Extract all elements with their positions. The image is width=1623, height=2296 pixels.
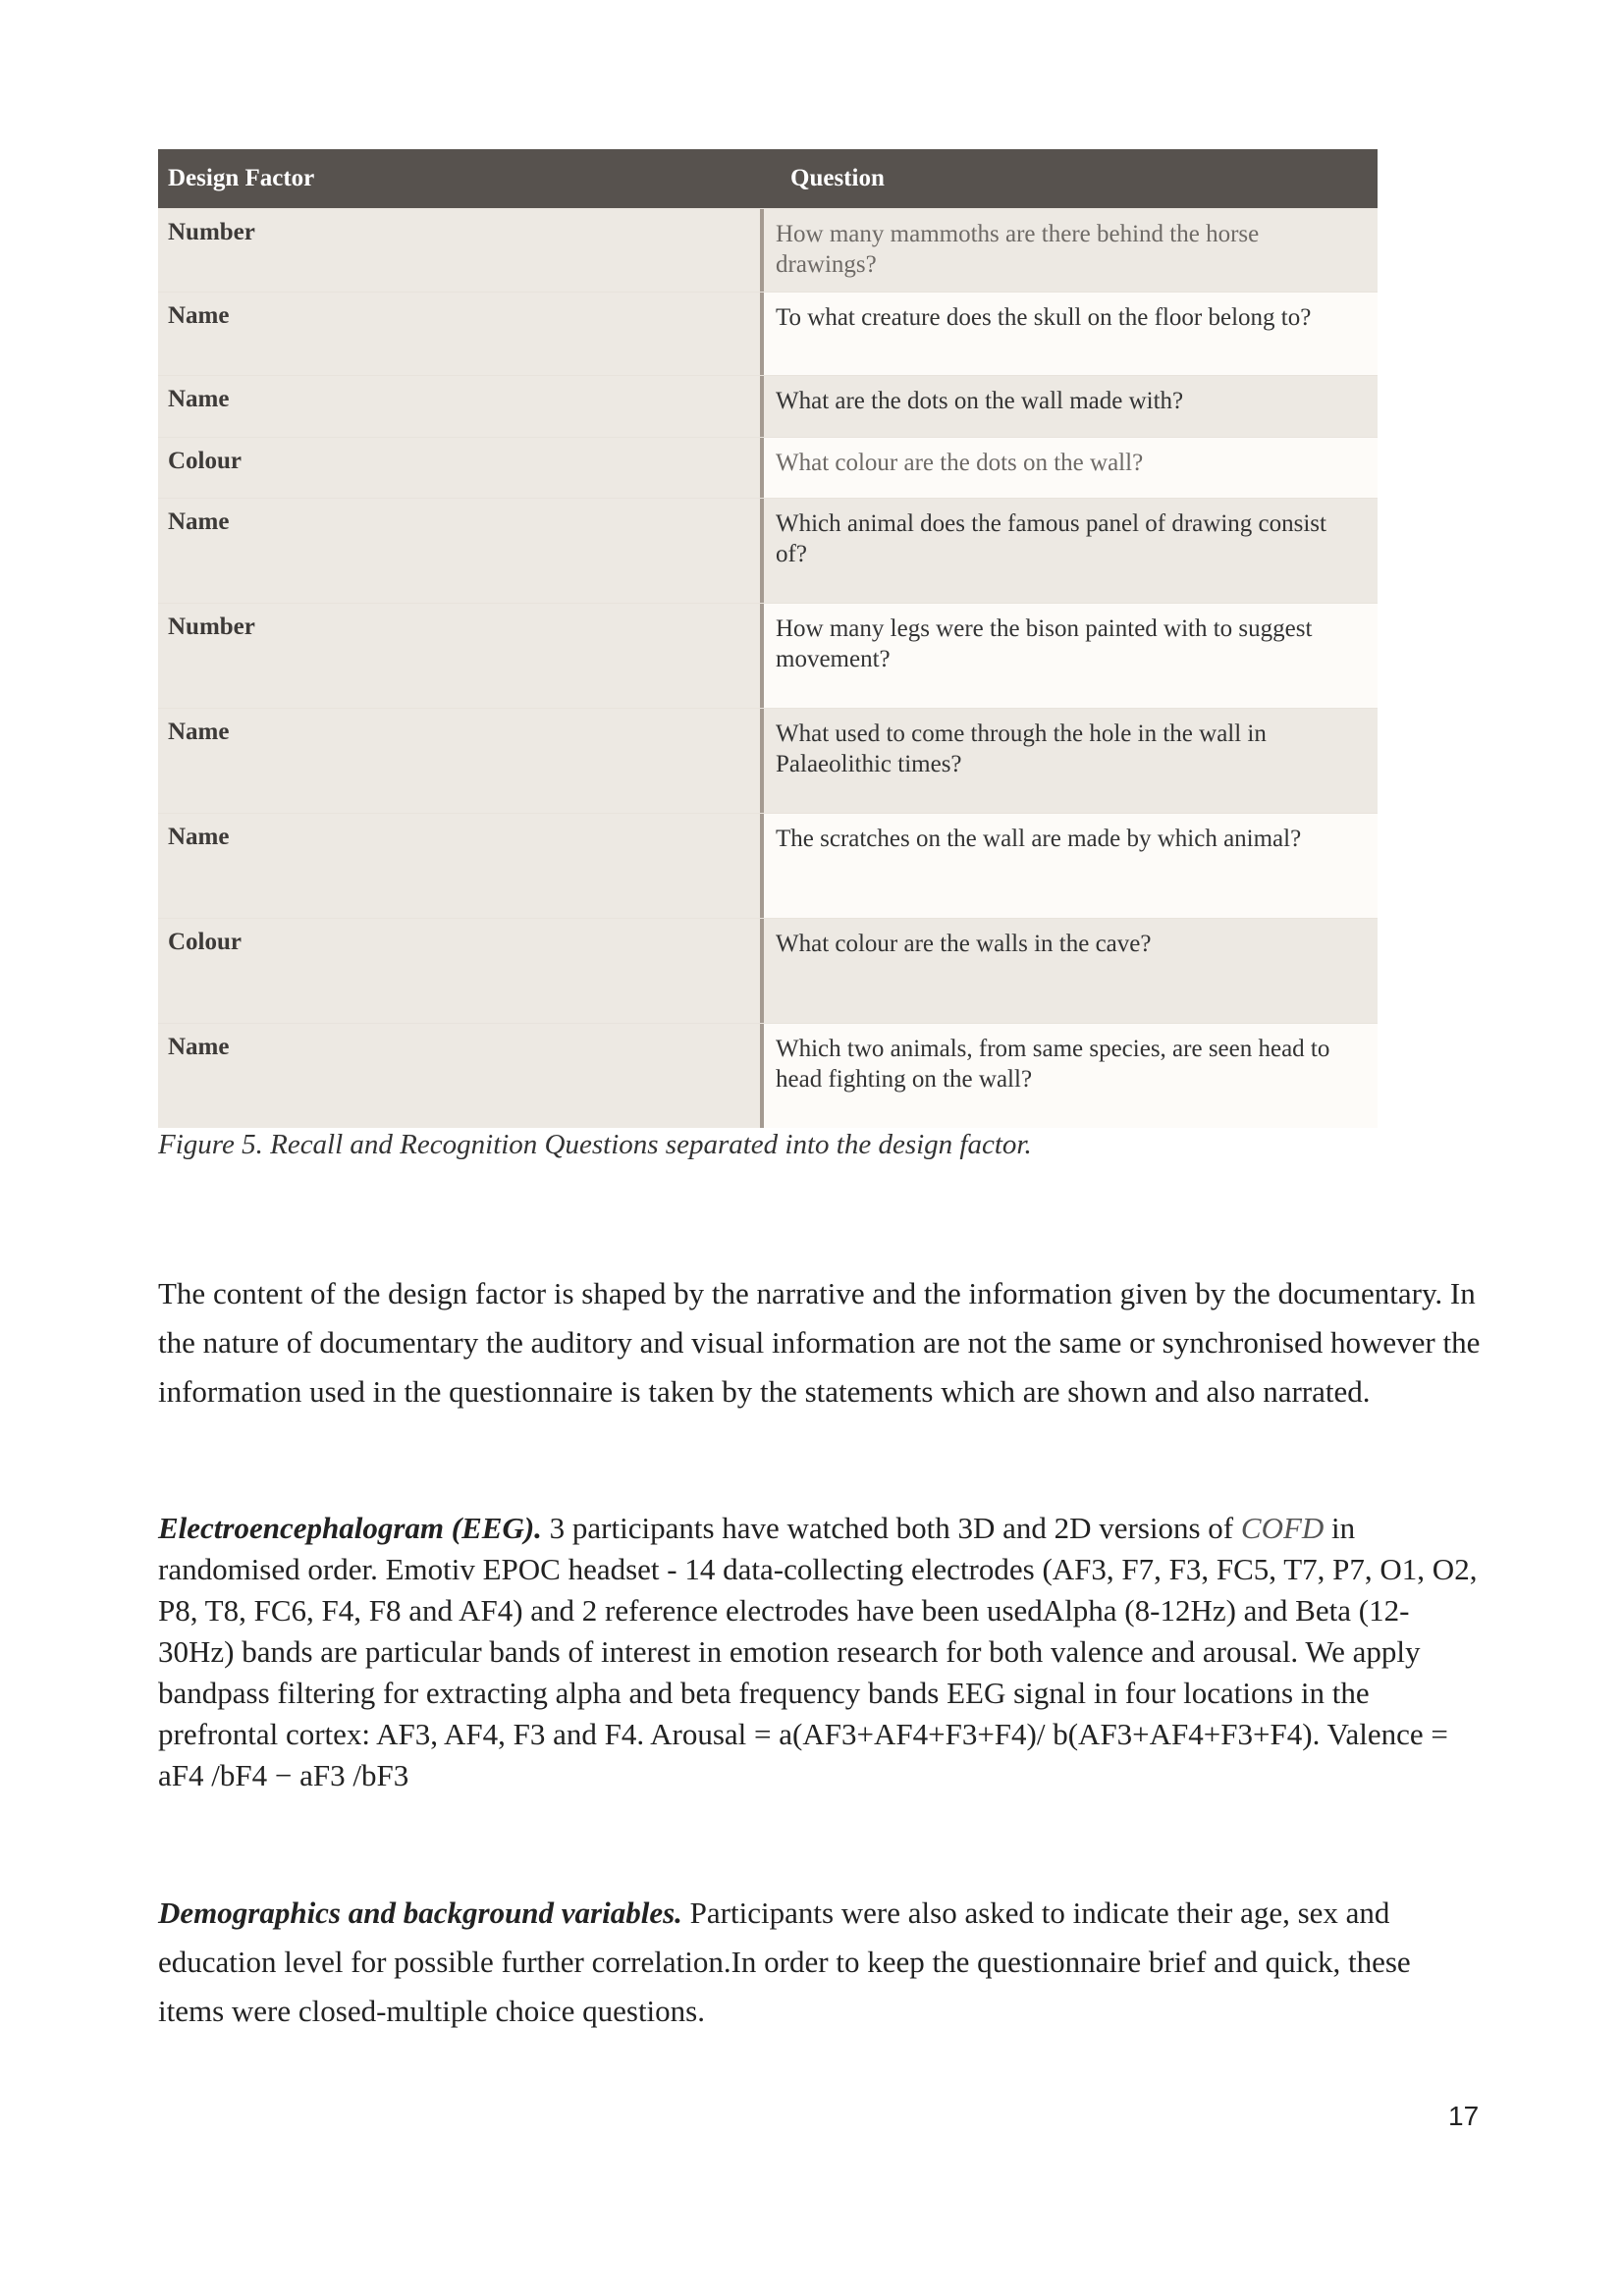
question-cell: Which two animals, from same species, are seen head to head fighting on the wall? — [764, 1024, 1378, 1128]
table-row — [158, 375, 1378, 437]
eeg-heading: Electroencephalogram (EEG). — [158, 1511, 542, 1545]
factor-cell: Name — [158, 814, 764, 918]
question-cell: How many mammoths are there behind the horse drawings? — [764, 209, 1378, 292]
table-header — [158, 149, 1378, 208]
question-cell: What colour are the dots on the wall? — [764, 438, 1378, 498]
eeg-text-b: in randomised order. Emotiv EPOC headset - 14 data-collecting electrodes (AF3, F7, F3, FC5, T7, P7, O1, O2, P8, T8, FC6, F4, F8 and AF4) and 2 reference electrodes have been usedAlpha (8-12Hz) and Beta (12-30Hz) bands are particular bands of interest in emotion research for both valence and arousal. We apply bandpass filtering for extracting alpha and beta frequency bands EEG signal in four locations in the prefrontal cortex: AF3, AF4, F3 and F4. Arousal = a(AF3+AF4+F3+F4)/ b(AF3+AF4+F3+F4). Valence = aF4 /bF4 − aF3 /bF3 — [158, 1511, 1478, 1792]
design-factor-table — [158, 149, 1378, 1128]
table-row — [158, 1023, 1378, 1128]
question-cell: How many legs were the bison painted with to suggest movement? — [764, 604, 1378, 708]
question-cell: What colour are the walls in the cave? — [764, 919, 1378, 1023]
factor-cell: Name — [158, 499, 764, 603]
factor-cell: Name — [158, 293, 764, 375]
eeg-cofd: COFD — [1240, 1511, 1325, 1545]
factor-cell: Name — [158, 376, 764, 437]
question-cell: To what creature does the skull on the floor belong to? — [764, 293, 1378, 375]
header-question: Question — [790, 165, 885, 191]
paragraph-demographics — [158, 1889, 1484, 2036]
paragraph-eeg — [158, 1508, 1484, 1796]
table-row — [158, 208, 1378, 292]
table-row — [158, 498, 1378, 603]
question-cell: Which animal does the famous panel of drawing consist of? — [764, 499, 1378, 603]
demographics-text: Participants were also asked to indicate their age, sex and education level for possible further correlation.In order to keep the questionnaire brief and quick, these items were closed-multiple choice questions. — [158, 1896, 1411, 2028]
factor-cell: Name — [158, 1024, 764, 1128]
question-cell: What used to come through the hole in the wall in Palaeolithic times? — [764, 709, 1378, 813]
table-row — [158, 813, 1378, 918]
table-row — [158, 708, 1378, 813]
page-number: 17 — [1448, 2101, 1480, 2131]
table-row — [158, 918, 1378, 1023]
paragraph-design-factor: The content of the design factor is shaped by the narrative and the information given by the documentary. In the nature of documentary the auditory and visual information are not the same or synchronised however the information used in the questionnaire is taken by the statements which are shown and also narrated. — [158, 1276, 1481, 1409]
header-design-factor: Design Factor — [168, 165, 315, 191]
question-cell: What are the dots on the wall made with? — [764, 376, 1378, 437]
table-row — [158, 603, 1378, 708]
factor-cell: Name — [158, 709, 764, 813]
factor-cell: Number — [158, 209, 764, 292]
factor-cell: Colour — [158, 438, 764, 498]
factor-cell: Number — [158, 604, 764, 708]
question-cell: The scratches on the wall are made by which animal? — [764, 814, 1378, 918]
demographics-heading: Demographics and background variables. — [158, 1896, 682, 1930]
table-row — [158, 437, 1378, 498]
table-row — [158, 292, 1378, 375]
eeg-text-a: 3 participants have watched both 3D and 2D versions of — [541, 1511, 1241, 1545]
factor-cell: Colour — [158, 919, 764, 1023]
figure-caption: Figure 5. Recall and Recognition Questions separated into the design factor. — [158, 1129, 1032, 1160]
